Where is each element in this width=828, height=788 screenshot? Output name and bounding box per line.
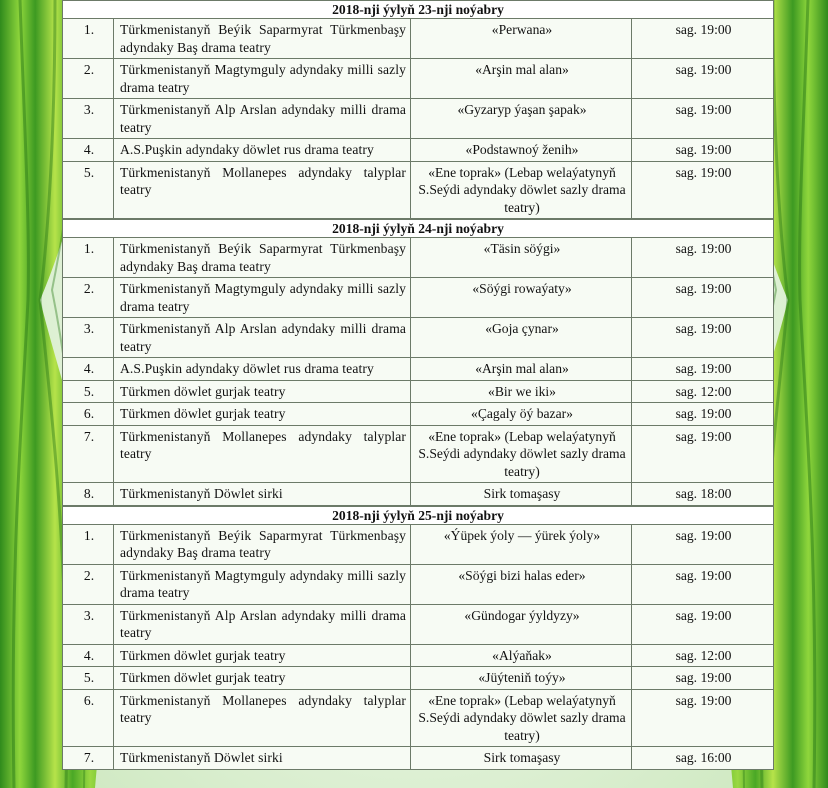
row-number: 1. [63, 238, 114, 278]
show-time: sag. 19:00 [632, 99, 774, 139]
theatre-name: A.S.Puşkin adyndaky döwlet rus drama teatry [114, 358, 411, 381]
table-row [63, 278, 774, 318]
theatre-schedule [62, 0, 773, 770]
theatre-name: Türkmenistanyň Mollanepes adyndaky talyplar teatry [114, 689, 411, 747]
play-title: «Ene toprak» (Lebap welaýatynyň S.Seýdi adyndaky döwlet sazly drama teatry) [411, 161, 632, 219]
show-time: sag. 19:00 [632, 524, 774, 564]
play-title: «Ene toprak» (Lebap welaýatynyň S.Seýdi adyndaky döwlet sazly drama teatry) [411, 425, 632, 483]
row-number: 4. [63, 644, 114, 667]
row-number: 1. [63, 524, 114, 564]
row-number: 3. [63, 318, 114, 358]
play-title: «Gündogar ýyldyzy» [411, 604, 632, 644]
show-time: sag. 16:00 [632, 747, 774, 770]
table-row [63, 238, 774, 278]
row-number: 7. [63, 425, 114, 483]
day-heading: 2018-nji ýylyň 23-nji noýabry [63, 1, 774, 19]
show-time: sag. 19:00 [632, 238, 774, 278]
table-row [63, 604, 774, 644]
theatre-name: Türkmenistanyň Alp Arslan adyndaky milli drama teatry [114, 604, 411, 644]
play-title: «Goja çynar» [411, 318, 632, 358]
show-time: sag. 19:00 [632, 358, 774, 381]
row-number: 5. [63, 667, 114, 690]
row-number: 7. [63, 747, 114, 770]
theatre-name: Türkmenistanyň Beýik Saparmyrat Türkmenbaşy adyndaky Baş drama teatry [114, 19, 411, 59]
theatre-name: Türkmenistanyň Mollanepes adyndaky talyplar teatry [114, 161, 411, 219]
theatre-name: Türkmenistanyň Alp Arslan adyndaky milli drama teatry [114, 99, 411, 139]
row-number: 4. [63, 358, 114, 381]
play-title: «Ýüpek ýoly — ýürek ýoly» [411, 524, 632, 564]
table-row [63, 425, 774, 483]
play-title: «Täsin söýgi» [411, 238, 632, 278]
theatre-name: Türkmenistanyň Magtymguly adyndaky milli sazly drama teatry [114, 278, 411, 318]
play-title: «Söýgi bizi halas eder» [411, 564, 632, 604]
table-row [63, 380, 774, 403]
show-time: sag. 19:00 [632, 425, 774, 483]
row-number: 6. [63, 689, 114, 747]
play-title: «Söýgi rowaýaty» [411, 278, 632, 318]
show-time: sag. 19:00 [632, 564, 774, 604]
table-row [63, 99, 774, 139]
show-time: sag. 19:00 [632, 19, 774, 59]
table-row [63, 483, 774, 506]
row-number: 3. [63, 604, 114, 644]
show-time: sag. 12:00 [632, 644, 774, 667]
day-heading: 2018-nji ýylyň 25-nji noýabry [63, 506, 774, 524]
theatre-name: Türkmenistanyň Alp Arslan adyndaky milli drama teatry [114, 318, 411, 358]
theatre-name: Türkmenistanyň Magtymguly adyndaky milli sazly drama teatry [114, 59, 411, 99]
theatre-name: Türkmenistanyň Beýik Saparmyrat Türkmenbaşy adyndaky Baş drama teatry [114, 238, 411, 278]
play-title: «Arşin mal alan» [411, 358, 632, 381]
show-time: sag. 19:00 [632, 604, 774, 644]
row-number: 2. [63, 278, 114, 318]
show-time: sag. 12:00 [632, 380, 774, 403]
show-time: sag. 19:00 [632, 318, 774, 358]
table-row [63, 318, 774, 358]
play-title: «Perwana» [411, 19, 632, 59]
row-number: 5. [63, 161, 114, 219]
play-title: «Ene toprak» (Lebap welaýatynyň S.Seýdi adyndaky döwlet sazly drama teatry) [411, 689, 632, 747]
row-number: 4. [63, 139, 114, 162]
play-title: «Gyzaryp ýaşan şapak» [411, 99, 632, 139]
play-title: «Alýaňak» [411, 644, 632, 667]
row-number: 6. [63, 403, 114, 426]
row-number: 5. [63, 380, 114, 403]
row-number: 2. [63, 59, 114, 99]
show-time: sag. 19:00 [632, 161, 774, 219]
theatre-name: Türkmen döwlet gurjak teatry [114, 667, 411, 690]
theatre-name: Türkmenistanyň Döwlet sirki [114, 747, 411, 770]
table-row [63, 358, 774, 381]
table-row [63, 644, 774, 667]
show-time: sag. 19:00 [632, 278, 774, 318]
show-time: sag. 18:00 [632, 483, 774, 506]
table-row [63, 19, 774, 59]
show-time: sag. 19:00 [632, 689, 774, 747]
play-title: «Bir we iki» [411, 380, 632, 403]
day-heading: 2018-nji ýylyň 24-nji noýabry [63, 220, 774, 238]
row-number: 1. [63, 19, 114, 59]
table-row [63, 139, 774, 162]
row-number: 2. [63, 564, 114, 604]
show-time: sag. 19:00 [632, 59, 774, 99]
table-row [63, 667, 774, 690]
theatre-name: Türkmenistanyň Mollanepes adyndaky talyplar teatry [114, 425, 411, 483]
table-row [63, 689, 774, 747]
theatre-name: Türkmenistanyň Döwlet sirki [114, 483, 411, 506]
theatre-name: Türkmen döwlet gurjak teatry [114, 403, 411, 426]
theatre-name: Türkmen döwlet gurjak teatry [114, 644, 411, 667]
table-row [63, 403, 774, 426]
day-table-23 [62, 0, 774, 219]
row-number: 8. [63, 483, 114, 506]
show-time: sag. 19:00 [632, 403, 774, 426]
theatre-name: Türkmenistanyň Beýik Saparmyrat Türkmenbaşy adyndaky Baş drama teatry [114, 524, 411, 564]
show-time: sag. 19:00 [632, 667, 774, 690]
table-row [63, 564, 774, 604]
table-row [63, 524, 774, 564]
play-title: «Arşin mal alan» [411, 59, 632, 99]
play-title: «Podstawnoý ženih» [411, 139, 632, 162]
table-row [63, 747, 774, 770]
show-time: sag. 19:00 [632, 139, 774, 162]
day-table-25 [62, 506, 774, 770]
play-title: «Jüýteniň toýy» [411, 667, 632, 690]
day-table-24 [62, 219, 774, 506]
play-title: Sirk tomaşasy [411, 747, 632, 770]
theatre-name: Türkmenistanyň Magtymguly adyndaky milli sazly drama teatry [114, 564, 411, 604]
table-row [63, 59, 774, 99]
theatre-name: Türkmen döwlet gurjak teatry [114, 380, 411, 403]
row-number: 3. [63, 99, 114, 139]
theatre-name: A.S.Puşkin adyndaky döwlet rus drama teatry [114, 139, 411, 162]
play-title: «Çagaly öý bazar» [411, 403, 632, 426]
play-title: Sirk tomaşasy [411, 483, 632, 506]
table-row [63, 161, 774, 219]
